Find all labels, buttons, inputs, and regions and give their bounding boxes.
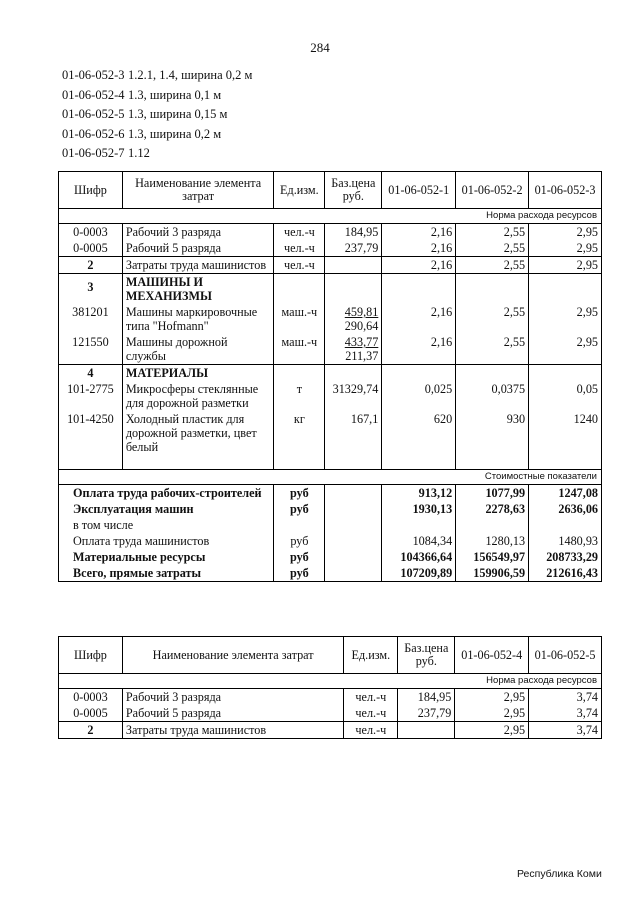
cell-code: 2 — [59, 722, 123, 739]
cell-value: 2,55 — [456, 257, 529, 274]
price-main: 459,81 — [344, 305, 379, 319]
cell-name: Холодный пластик для дорожной разметки, цвет белый — [122, 411, 274, 470]
section-code: 4 — [59, 365, 123, 382]
cell-unit: маш.-ч — [274, 334, 325, 365]
cost-row — [59, 501, 602, 517]
header-col-1: 01-06-052-1 — [382, 172, 456, 209]
code-item — [62, 105, 252, 125]
header-price: Баз.цена руб. — [398, 637, 455, 674]
header-col-4: 01-06-052-4 — [455, 637, 529, 674]
cost-unit: руб — [274, 501, 325, 517]
cell-value: 2,55 — [456, 224, 529, 241]
cost-name: Оплата труда рабочих-строителей — [59, 485, 274, 502]
cell-name: Микросферы стеклянные для дорожной разметки — [122, 381, 274, 411]
price-main: 433,77 — [344, 335, 379, 349]
cost-value: 2278,63 — [456, 501, 529, 517]
code-id: 01-06-052-4 — [62, 87, 125, 102]
page-number: 284 — [310, 40, 330, 55]
cell-price: 167,1 — [325, 411, 382, 470]
cost-row — [59, 485, 602, 502]
table-row — [59, 722, 602, 739]
cost-row — [59, 549, 602, 565]
cell-value: 2,95 — [529, 304, 602, 334]
header-col-5: 01-06-052-5 — [529, 637, 602, 674]
cell-value: 2,95 — [455, 689, 529, 706]
cell-name: Затраты труда машинистов — [122, 257, 274, 274]
cost-name: Эксплуатация машин — [59, 501, 274, 517]
cost-unit: руб — [274, 485, 325, 502]
cell-value: 2,16 — [382, 334, 456, 365]
price-sub: 290,64 — [344, 319, 379, 333]
cost-value: 2636,06 — [529, 501, 602, 517]
header-unit: Ед.изм. — [344, 637, 398, 674]
cost-value: 1077,99 — [456, 485, 529, 502]
cell-value: 2,95 — [455, 705, 529, 722]
cell-value: 2,16 — [382, 257, 456, 274]
cell-value: 2,95 — [529, 224, 602, 241]
cell-value: 3,74 — [529, 689, 602, 706]
section-title: МАТЕРИАЛЫ — [122, 365, 274, 382]
cell-price — [398, 722, 455, 739]
resource-table-2 — [58, 636, 602, 739]
table-row — [59, 411, 602, 470]
cell-name: Машины дорожной службы — [122, 334, 274, 365]
cell-value: 2,95 — [529, 334, 602, 365]
cost-value: 212616,43 — [529, 565, 602, 582]
table-header-row — [59, 172, 602, 209]
code-id: 01-06-052-7 — [62, 146, 125, 161]
cell-value: 2,95 — [529, 257, 602, 274]
table-header-row — [59, 637, 602, 674]
cell-value: 2,16 — [382, 240, 456, 257]
cell-price: 184,95 — [398, 689, 455, 706]
resource-table-1 — [58, 171, 602, 582]
cell-price — [325, 304, 382, 334]
cell-price — [325, 334, 382, 365]
cost-unit: руб — [274, 565, 325, 582]
cell-code: 0-0005 — [59, 240, 123, 257]
header-name: Наименование элемента затрат — [122, 172, 274, 209]
code-desc: 1.3, ширина 0,15 м — [128, 107, 228, 122]
code-id: 01-06-052-5 — [62, 107, 125, 122]
cell-name: Затраты труда машинистов — [122, 722, 343, 739]
cost-value: 1930,13 — [382, 501, 456, 517]
cell-value: 1240 — [529, 411, 602, 470]
section-row — [59, 365, 602, 382]
cost-value: 156549,97 — [456, 549, 529, 565]
header-unit: Ед.изм. — [274, 172, 325, 209]
cell-value: 3,74 — [529, 705, 602, 722]
cost-unit: руб — [274, 533, 325, 549]
header-col-2: 01-06-052-2 — [456, 172, 529, 209]
cost-value: 1247,08 — [529, 485, 602, 502]
table-row — [59, 334, 602, 365]
cell-value: 2,55 — [456, 240, 529, 257]
code-item — [62, 66, 252, 86]
cell-name: Рабочий 3 разряда — [122, 689, 343, 706]
code-item — [62, 144, 252, 164]
cost-row — [59, 565, 602, 582]
cell-value: 2,16 — [382, 304, 456, 334]
cell-unit: чел.-ч — [344, 689, 398, 706]
cost-value: 159906,59 — [456, 565, 529, 582]
cost-value: 104366,64 — [382, 549, 456, 565]
code-desc: 1.3, ширина 0,1 м — [128, 87, 222, 102]
cell-name: Рабочий 3 разряда — [122, 224, 274, 241]
code-id: 01-06-052-3 — [62, 68, 125, 82]
cost-value: 107209,89 — [382, 565, 456, 582]
cell-code: 121550 — [59, 334, 123, 365]
cost-value: 1084,34 — [382, 533, 456, 549]
norm-label: Норма расхода ресурсов — [59, 209, 602, 224]
cost-value: 1280,13 — [456, 533, 529, 549]
cost-row — [59, 533, 602, 549]
footer-region: Республика Коми — [517, 868, 602, 880]
cost-value: 208733,29 — [529, 549, 602, 565]
table-row — [59, 240, 602, 257]
code-list — [62, 66, 252, 164]
cell-unit: чел.-ч — [274, 257, 325, 274]
table-row — [59, 257, 602, 274]
section-code: 3 — [59, 274, 123, 305]
cost-label: Стоимостные показатели — [59, 470, 602, 485]
cell-code: 0-0005 — [59, 705, 123, 722]
cell-value: 930 — [456, 411, 529, 470]
cell-code: 101-2775 — [59, 381, 123, 411]
table-row — [59, 304, 602, 334]
cell-price: 184,95 — [325, 224, 382, 241]
code-desc: 1.2.1, 1.4, ширина 0,2 м — [128, 68, 253, 82]
price-sub: 211,37 — [345, 349, 379, 363]
cell-price: 237,79 — [325, 240, 382, 257]
cell-unit: чел.-ч — [274, 224, 325, 241]
cell-unit: кг — [274, 411, 325, 470]
cell-code: 0-0003 — [59, 689, 123, 706]
cost-row — [59, 517, 602, 533]
cell-value: 2,16 — [382, 224, 456, 241]
section-title: МАШИНЫ И МЕХАНИЗМЫ — [122, 274, 274, 305]
cell-name: Машины маркировочные типа "Hofmann" — [122, 304, 274, 334]
cell-code: 381201 — [59, 304, 123, 334]
header-col-3: 01-06-052-3 — [529, 172, 602, 209]
norm-label-row — [59, 674, 602, 689]
cell-name: Рабочий 5 разряда — [122, 240, 274, 257]
norm-label-row — [59, 209, 602, 224]
cell-unit: т — [274, 381, 325, 411]
cell-code: 101-4250 — [59, 411, 123, 470]
cost-name: Всего, прямые затраты — [59, 565, 274, 582]
cell-value: 620 — [382, 411, 456, 470]
header-code: Шифр — [59, 172, 123, 209]
cell-unit: маш.-ч — [274, 304, 325, 334]
cell-code: 2 — [59, 257, 123, 274]
cost-value: 913,12 — [382, 485, 456, 502]
header-price: Баз.цена руб. — [325, 172, 382, 209]
cell-price: 31329,74 — [325, 381, 382, 411]
cost-name: Материальные ресурсы — [59, 549, 274, 565]
cell-value: 0,05 — [529, 381, 602, 411]
cell-value: 3,74 — [529, 722, 602, 739]
table-row — [59, 381, 602, 411]
cell-value: 0,0375 — [456, 381, 529, 411]
header-code: Шифр — [59, 637, 123, 674]
code-id: 01-06-052-6 — [62, 126, 125, 141]
code-item — [62, 86, 252, 106]
norm-label: Норма расхода ресурсов — [59, 674, 602, 689]
cell-value: 2,55 — [456, 334, 529, 365]
code-item — [62, 125, 252, 145]
cell-unit: чел.-ч — [344, 722, 398, 739]
cell-unit: чел.-ч — [274, 240, 325, 257]
table-row — [59, 689, 602, 706]
cost-name: Оплата труда машинистов — [59, 533, 274, 549]
cell-price: 237,79 — [398, 705, 455, 722]
code-desc: 1.3, ширина 0,2 м — [128, 126, 222, 141]
table-row — [59, 224, 602, 241]
cell-unit: чел.-ч — [344, 705, 398, 722]
cost-name: в том числе — [59, 517, 274, 533]
code-desc: 1.12 — [128, 146, 150, 161]
cell-price — [325, 257, 382, 274]
cost-value: 1480,93 — [529, 533, 602, 549]
cell-value: 0,025 — [382, 381, 456, 411]
header-name: Наименование элемента затрат — [122, 637, 343, 674]
cell-value: 2,55 — [456, 304, 529, 334]
section-row — [59, 274, 602, 305]
cell-code: 0-0003 — [59, 224, 123, 241]
table-row — [59, 705, 602, 722]
cell-value: 2,95 — [529, 240, 602, 257]
cost-unit: руб — [274, 549, 325, 565]
cell-value: 2,95 — [455, 722, 529, 739]
cell-name: Рабочий 5 разряда — [122, 705, 343, 722]
cost-label-row — [59, 470, 602, 485]
